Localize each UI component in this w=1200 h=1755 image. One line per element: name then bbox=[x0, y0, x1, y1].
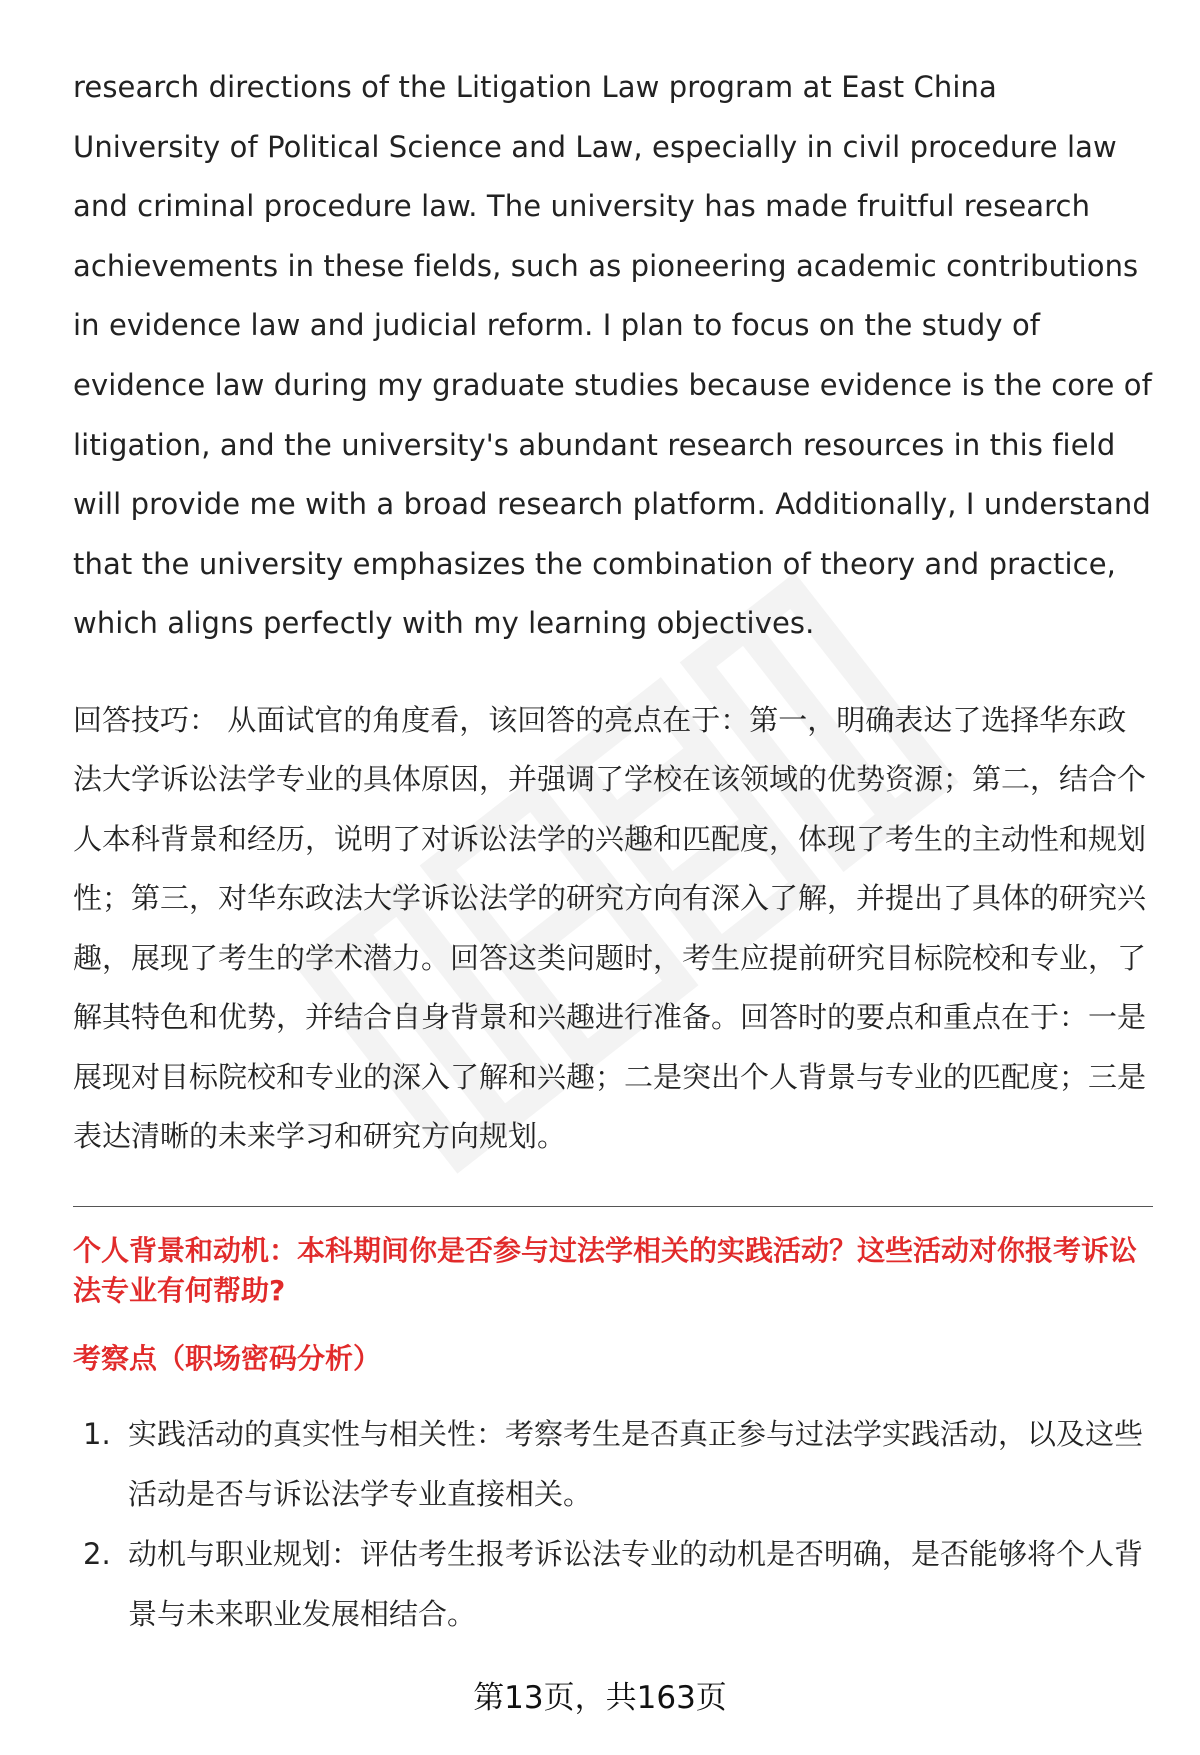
list-item-number: 2. bbox=[83, 1536, 111, 1571]
list-item bbox=[73, 1524, 1153, 1644]
list-item-text: 动机与职业规划：评估考生报考诉讼法专业的动机是否明确，是否能够将个人背景与未来职业发展相结合。 bbox=[128, 1536, 1144, 1631]
page-number-footer: 第13页，共163页 bbox=[473, 1680, 727, 1716]
assessment-points-list bbox=[73, 1404, 1153, 1644]
list-item bbox=[73, 1404, 1153, 1524]
list-item-number: 1. bbox=[83, 1416, 111, 1451]
assessment-points-heading: 考察点（职场密码分析） bbox=[73, 1341, 382, 1375]
english-answer-paragraph: research directions of the Litigation Law program at East China University of Political Science and Law, especially in civil procedure law and criminal procedure law. The university has made fruitful research achievements in these fields, such as pioneering academic contributions in evidence law and judicial reform. I plan to focus on the study of evidence law during my graduate studies because evidence is the core of litigation, and the university's abundant research resources in this field will provide me with a broad research platform. Additionally, I understand that the university emphasizes the combination of theory and practice, which aligns perfectly with my learning objectives. bbox=[73, 70, 1152, 641]
list-item-text: 实践活动的真实性与相关性：考察考生是否真正参与过法学实践活动，以及这些活动是否与诉讼法学专业直接相关。 bbox=[128, 1416, 1144, 1511]
answer-tips-paragraph: 回答技巧： 从面试官的角度看，该回答的亮点在于：第一，明确表达了选择华东政法大学诉讼法学专业的具体原因，并强调了学校在该领域的优势资源；第二，结合个人本科背景和经历，说明了对诉讼法学的兴趣和匹配度，体现了考生的主动性和规划性；第三，对华东政法大学诉讼法学的研究方向有深入了解，并提出了具体的研究兴趣，展现了考生的学术潜力。回答这类问题时，考生应提前研究目标院校和专业，了解其特色和优势，并结合自身背景和兴趣进行准备。回答时的要点和重点在于：一是展现对目标院校和专业的深入了解和兴趣；二是突出个人背景与专业的匹配度；三是表达清晰的未来学习和研究方向规划。 bbox=[73, 702, 1147, 1154]
question-heading: 个人背景和动机：本科期间你是否参与过法学相关的实践活动？这些活动对你报考诉讼法专业有何帮助? bbox=[73, 1233, 1138, 1307]
page-content bbox=[73, 58, 1153, 1644]
section-divider bbox=[73, 1206, 1153, 1207]
